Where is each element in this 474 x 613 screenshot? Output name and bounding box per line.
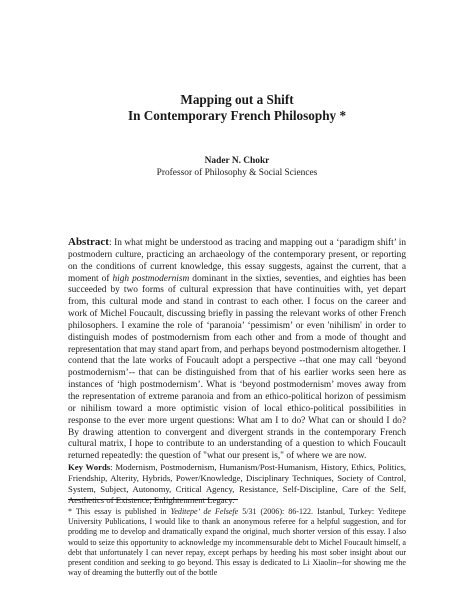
author-name: Nader N. Chokr [204, 156, 270, 166]
title-line-1: Mapping out a Shift [180, 92, 294, 107]
footnote-text-2: 5/31 (2006): 86-122. Istanbul, Turkey: Yeditepe University Publications, I would like to thank an anonymous referee for a helpful suggestion, and for prodding me to develop and dramatically expand the original, much shorter version of this essay. I also would to seize this opportunity to acknowledge my incommensurable debt to Michel Foucault himself, a debt that unfortunately I can never repay, except perhaps by heeding his most sober insight about our present condition and seeking to go beyond. This essay is dedicated to Li Xiaolin--for showing me the way of dreaming the butterfly out of the bottle [68, 507, 407, 578]
abstract-emphasis: high postmodernism [112, 273, 190, 284]
footnote-rule [68, 499, 238, 500]
author-affiliation: Professor of Philosophy & Social Sciences [156, 167, 318, 178]
abstract-label: Abstract [68, 236, 109, 248]
abstract-text-1: : In what might be understood as tracing and mapping out a ‘paradigm shift’ in postmodern culture, practicing an archaeology of the contemporary present, or reporting on the conditions of current knowledge, this essay suggests, against the current, that a moment of [68, 238, 406, 284]
paper-title [0, 92, 474, 124]
keywords-text: : Modernism, Postmodernism, Humanism/Post-Humanism, History, Ethics, Politics, Friendship, Alterity, Hybrids, Power/Knowledge, Disciplinary Techniques, Society of Control, System, Subject, Autonomy, Critical Agency, Resistance, Self-Discipline, Care of the Self, Aesthetics of Existence, Enlightenment Legacy. [68, 462, 407, 505]
title-line-2: In Contemporary French Philosophy * [127, 108, 347, 123]
footnote [68, 507, 406, 578]
abstract-text-2: dominant in the sixties, seventies, and eighties has been succeeded by two forms of cultural expression that have continuities with, yet depart from, this cultural mode and stand in contrast to each other. I focus on the career and work of Michel Foucault, discussing briefly in passing the relevant works of other French philosophers. I examine the role of ‘paranoia’ ‘pessimism’ or even 'nihilism' in order to distinguish modes of postmodernism from each other and from a mode of thought and representation that may stand apart from, and perhaps beyond postmodernism altogether. I contend that the late works of Foucault adopt a perspective --that one may call ‘beyond postmodernism’-- that can be distinguished from that of his earlier works seen here as instances of ‘high postmodernism’. What is ‘beyond postmodernism’ moves away from the representation of extreme paranoia and from an ethico-political horizon of pessimism or nihilism toward a more optimistic vision of local ethico-political possibilities in response to the ever more urgent questions: What am I to do? What can or should I do? By drawing attention to convergent and divergent strands in the contemporary French cultural matrix, I hope to contribute to an understanding of a question to which Foucault returned repeatedly: the question of "what our present is," of where we are now. [68, 273, 407, 462]
abstract [68, 237, 406, 463]
author-block [0, 156, 474, 180]
footnote-journal: Yeditepe’ de Felsefe [170, 507, 239, 516]
footnote-text-1: * This essay is published in [68, 507, 171, 516]
keywords-label: Key Words [68, 462, 111, 472]
